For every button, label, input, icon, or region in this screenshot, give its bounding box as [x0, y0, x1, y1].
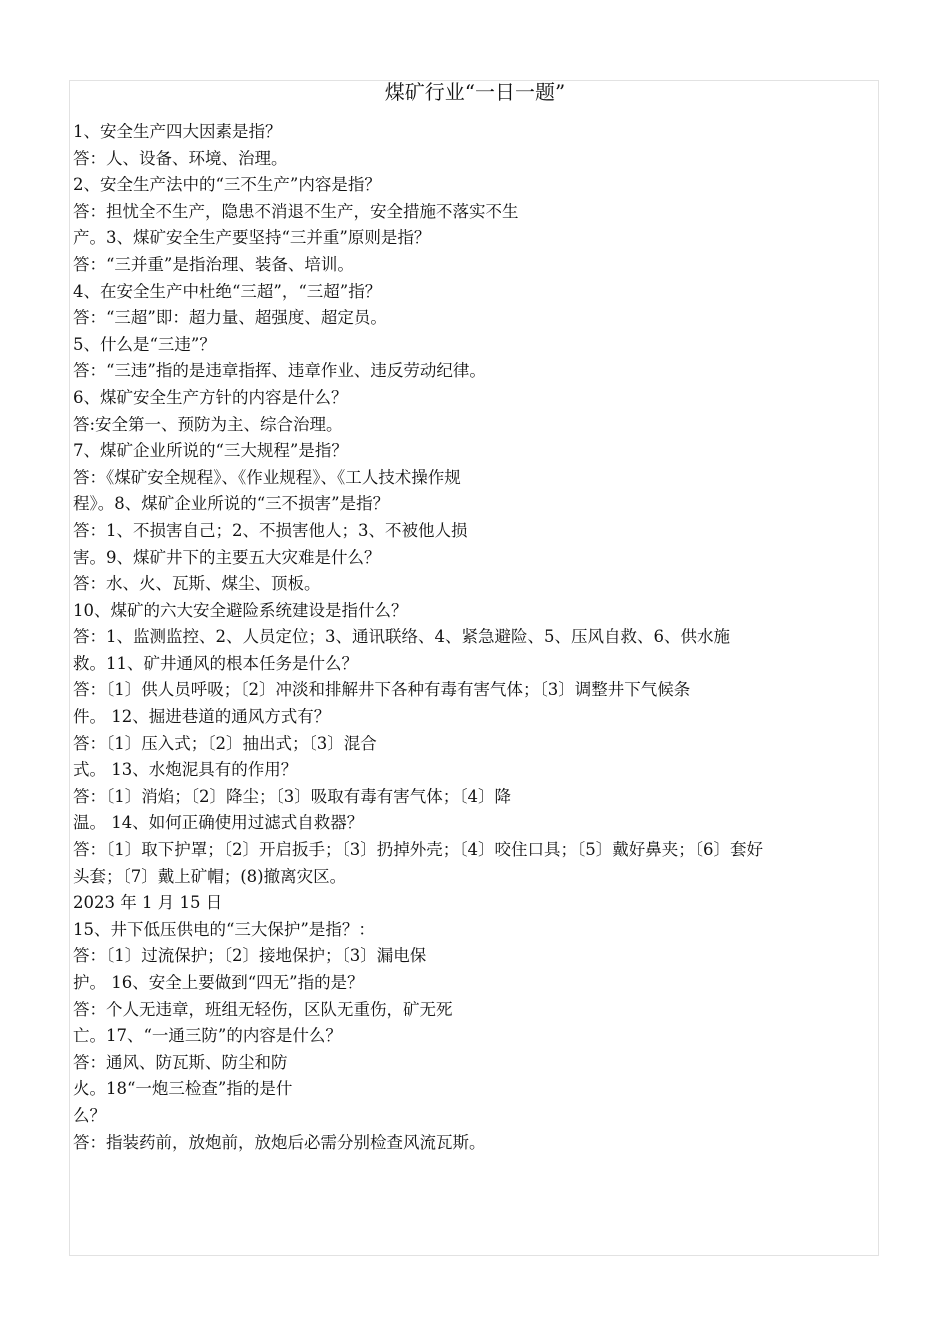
text-line: 答：通风、防瓦斯、防尘和防 [73, 1052, 288, 1072]
text-line: 答：〔1〕过流保护；〔2〕接地保护；〔3〕漏电保 [73, 946, 427, 966]
text-line: 答：1、监测监控、2、人员定位；3、通讯联络、4、紧急避险、5、压风自救、6、供水施 [73, 627, 730, 647]
text-line: 式。 13、水炮泥具有的作用？ [73, 760, 298, 780]
text-line: 4、在安全生产中杜绝“三超”，“三超”指？ [73, 281, 382, 301]
text-line: 答：〔1〕消焰；〔2〕降尘；〔3〕吸取有毒有害气体；〔4〕降 [73, 786, 511, 806]
text-line: 答：担忧全不生产，隐患不消退不生产，安全措施不落实不生 [73, 201, 519, 221]
text-line: 产。3、煤矿安全生产要坚持“三并重”原则是指？ [73, 228, 431, 248]
text-line: 亡。17、“一通三防”的内容是什么？ [73, 1026, 342, 1046]
text-line: 答：水、火、瓦斯、煤尘、顶板。 [73, 574, 321, 594]
text-line: 答：〔1〕压入式；〔2〕抽出式；〔3〕混合 [73, 733, 377, 753]
text-line: 温。 14、如何正确使用过滤式自救器？ [73, 813, 364, 833]
text-line: 护。 16、安全上要做到“四无”指的是？ [73, 973, 364, 992]
text-line: 答：1、不损害自己；2、不损害他人；3、不被他人损 [73, 520, 468, 540]
date-line: 2023 年 1 月 15 日 [73, 893, 223, 913]
text-line: 害。9、煤矿井下的主要五大灾难是什么？ [73, 547, 381, 567]
text-line: 答：“三超”即：超力量、超强度、超定员。 [73, 308, 387, 328]
text-line: 头套；〔7〕戴上矿帽；(8)撤离灾区。 [73, 866, 347, 886]
text-line: 答：《煤矿安全规程》、《作业规程》、《工人技术操作规 [73, 467, 461, 487]
text-line: 15、井下低压供电的“三大保护”是指？： [73, 919, 375, 939]
text-line: 答：个人无违章，班组无轻伤，区队无重伤，矿无死 [73, 999, 453, 1019]
text-line: 么？ [73, 1105, 106, 1125]
text-line: 5、什么是“三违”？ [73, 334, 216, 354]
text-line: 火。18“一炮三检查”指的是什 [73, 1079, 293, 1099]
text-line: 7、煤矿企业所说的“三大规程”是指？ [73, 441, 348, 461]
text-line: 2、安全生产法中的“三不生产”内容是指？ [73, 175, 381, 195]
text-line: 程》。8、煤矿企业所说的“三不损害”是指？ [73, 494, 390, 514]
text-line: 答：指装药前，放炮前，放炮后必需分别检查风流瓦斯。 [73, 1132, 486, 1152]
document-title: 煤矿行业“一日一题” [384, 80, 566, 104]
text-line: 答：〔1〕供人员呼吸；〔2〕冲淡和排解井下各种有毒有害气体；〔3〕调整井下气候条 [73, 680, 691, 700]
text-line: 6、煤矿安全生产方针的内容是什么？ [73, 387, 348, 407]
document-body [73, 119, 879, 1156]
text-line: 答：人、设备、环境、治理。 [73, 148, 288, 168]
text-line: 答：〔1〕取下护罩；〔2〕开启扳手；〔3〕扔掉外壳；〔4〕咬住口具；〔5〕戴好鼻夹；〔6〕套好 [73, 840, 763, 860]
text-line: 1、安全生产四大因素是指？ [73, 122, 282, 141]
text-line: 答：“三并重”是指治理、装备、培训。 [73, 254, 354, 274]
text-line: 救。11、矿井通风的根本任务是什么？ [73, 653, 358, 673]
text-line: 答:安全第一、预防为主、综合治理。 [73, 414, 343, 434]
text-line: 答：“三违”指的是违章指挥、违章作业、违反劳动纪律。 [73, 361, 486, 381]
text-line: 10、煤矿的六大安全避险系统建设是指什么？ [73, 600, 408, 620]
text-line: 件。 12、掘进巷道的通风方式有？ [73, 707, 331, 727]
